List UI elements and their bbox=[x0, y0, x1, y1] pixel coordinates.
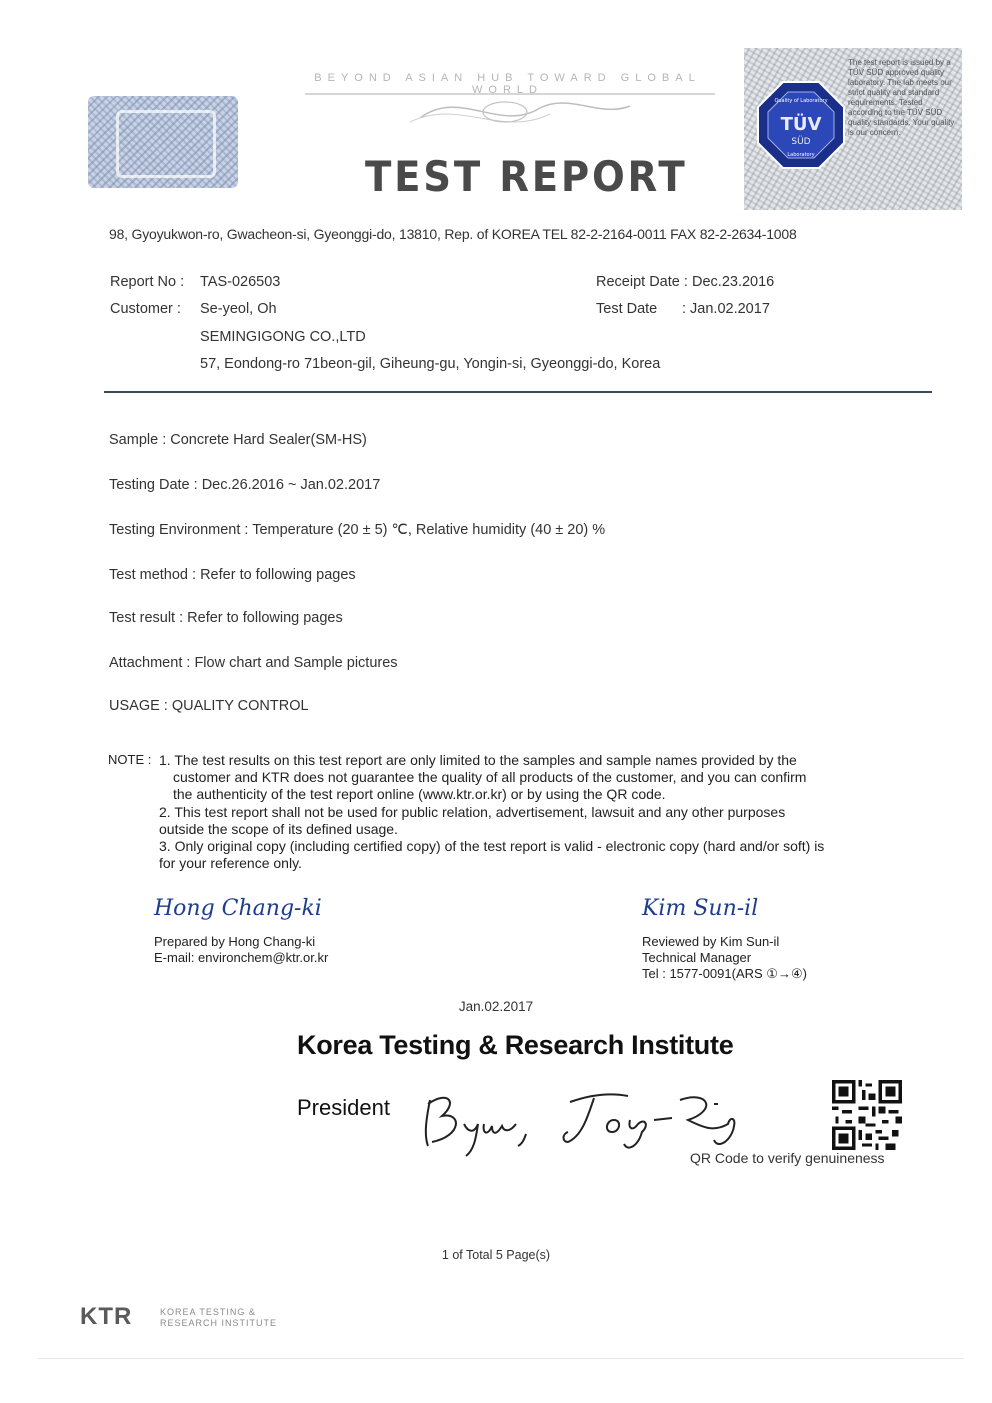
tuv-seal-bottom-text: Laboratory bbox=[787, 152, 815, 158]
report-title: TEST REPORT bbox=[365, 152, 688, 201]
note-line: for your reference only. bbox=[159, 855, 302, 871]
detail-usage-value: QUALITY CONTROL bbox=[171, 698, 309, 714]
test-date-label: Test Date bbox=[596, 301, 658, 317]
report-no-value: TAS-026503 bbox=[200, 274, 281, 290]
footer-divider bbox=[38, 1358, 964, 1359]
note-line: outside the scope of its defined usage. bbox=[159, 821, 398, 837]
detail-testing-date-label: Testing Date : bbox=[109, 477, 198, 493]
footer-institute-name bbox=[160, 1307, 277, 1329]
note-line: 1. The test results on this test report are only limited to the samples and sample names provided by the bbox=[159, 752, 797, 768]
detail-testing-date bbox=[109, 477, 380, 493]
header-ornament bbox=[300, 88, 720, 138]
tuv-seal-sub: SÜD bbox=[791, 137, 811, 147]
header-tagline: BEYOND ASIAN HUB TOWARD GLOBAL WORLD bbox=[314, 72, 701, 96]
preparer-email: E-mail: environchem@ktr.or.kr bbox=[154, 950, 329, 965]
customer-label: Customer : bbox=[110, 301, 181, 317]
detail-sample bbox=[109, 432, 367, 448]
reviewer-info bbox=[642, 934, 807, 982]
preparer-signature: Hong Chang-ki bbox=[154, 896, 322, 921]
issue-date: Jan.02.2017 bbox=[458, 999, 534, 1014]
detail-environment-label: Testing Environment : bbox=[109, 522, 249, 538]
report-no-label: Report No : bbox=[110, 274, 185, 290]
notes-label: NOTE : bbox=[108, 752, 152, 767]
customer-company: SEMINGIGONG CO.,LTD bbox=[200, 329, 366, 345]
detail-test-method-label: Test method : bbox=[109, 567, 197, 583]
president-label: President bbox=[297, 1095, 390, 1120]
receipt-date-label: Receipt Date : bbox=[596, 274, 688, 290]
detail-test-method bbox=[109, 567, 356, 583]
footer-name-line1: KOREA TESTING & bbox=[160, 1307, 256, 1317]
preparer-info bbox=[154, 934, 328, 966]
note-line: customer and KTR does not guarantee the quality of all products of the customer, and you can confirm bbox=[173, 769, 807, 785]
detail-sample-value: Concrete Hard Sealer(SM-HS) bbox=[170, 432, 367, 448]
receipt-date-value: Dec.23.2016 bbox=[692, 274, 775, 290]
reviewer-tel: Tel : 1577-0091(ARS ①→④) bbox=[642, 966, 807, 981]
institute-name: Korea Testing & Research Institute bbox=[297, 1030, 734, 1060]
detail-attachment-value: Flow chart and Sample pictures bbox=[194, 655, 398, 671]
tuv-side-text: The test report is issued by a TÜV SÜD approved quality laboratory. The lab meets our strict quality and standard requirements. Tested according to the TÜV SÜD quality standards. Your quality is our concern. bbox=[848, 58, 955, 137]
reviewer-signature: Kim Sun-il bbox=[642, 896, 759, 921]
president-signature bbox=[418, 1080, 758, 1160]
detail-testing-date-value: Dec.26.2016 ~ Jan.02.2017 bbox=[201, 477, 381, 493]
customer-name: Se-yeol, Oh bbox=[200, 301, 277, 317]
note-line: 3. Only original copy (including certified copy) of the test report is valid - electronic copy (hard and/or soft) is bbox=[159, 838, 825, 854]
detail-attachment bbox=[109, 655, 398, 671]
qr-code-icon[interactable] bbox=[832, 1080, 902, 1150]
detail-test-result bbox=[109, 610, 343, 626]
test-date-value: : Jan.02.2017 bbox=[682, 301, 770, 317]
reviewer-title: Technical Manager bbox=[642, 950, 752, 965]
institute-address: 98, Gyoyukwon-ro, Gwacheon-si, Gyeonggi-do, 13810, Rep. of KOREA TEL 82-2-2164-0011 FAX 82-2-2634-1008 bbox=[109, 226, 797, 242]
detail-test-result-label: Test result : bbox=[109, 610, 184, 626]
footer-name-line2: RESEARCH INSTITUTE bbox=[160, 1318, 278, 1328]
detail-sample-label: Sample : bbox=[109, 432, 167, 448]
footer-logo bbox=[80, 1303, 132, 1331]
reviewer-name: Reviewed by Kim Sun-il bbox=[642, 934, 780, 949]
detail-environment bbox=[109, 522, 605, 538]
detail-environment-value: Temperature (20 ± 5) ℃, Relative humidity (40 ± 20) % bbox=[252, 522, 606, 538]
ktr-hologram-stamp bbox=[88, 96, 238, 188]
footer-ktr-logo: KTR bbox=[80, 1303, 133, 1330]
tuv-seal-center: TÜV bbox=[780, 114, 822, 135]
tuv-seal-top-text: Quality of Laboratory bbox=[774, 98, 828, 104]
tuv-seal-icon bbox=[756, 80, 846, 170]
detail-test-result-value: Refer to following pages bbox=[187, 610, 343, 626]
customer-address: 57, Eondong-ro 71beon-gil, Giheung-gu, Yongin-si, Gyeonggi-do, Korea bbox=[200, 356, 661, 372]
copy-watermark bbox=[110, 1030, 172, 1203]
preparer-name: Prepared by Hong Chang-ki bbox=[154, 934, 316, 949]
page-info: 1 of Total 5 Page(s) bbox=[441, 1248, 551, 1262]
detail-usage bbox=[109, 698, 309, 714]
header-divider bbox=[104, 391, 932, 393]
detail-usage-label: USAGE : bbox=[109, 698, 168, 714]
note-line: 2. This test report shall not be used for public relation, advertisement, lawsuit and any other purposes bbox=[159, 804, 786, 820]
note-line: the authenticity of the test report online (www.ktr.or.kr) or by using the QR code. bbox=[173, 786, 666, 802]
detail-test-method-value: Refer to following pages bbox=[200, 567, 356, 583]
detail-attachment-label: Attachment : bbox=[109, 655, 191, 671]
qr-caption: QR Code to verify genuineness bbox=[690, 1150, 885, 1166]
